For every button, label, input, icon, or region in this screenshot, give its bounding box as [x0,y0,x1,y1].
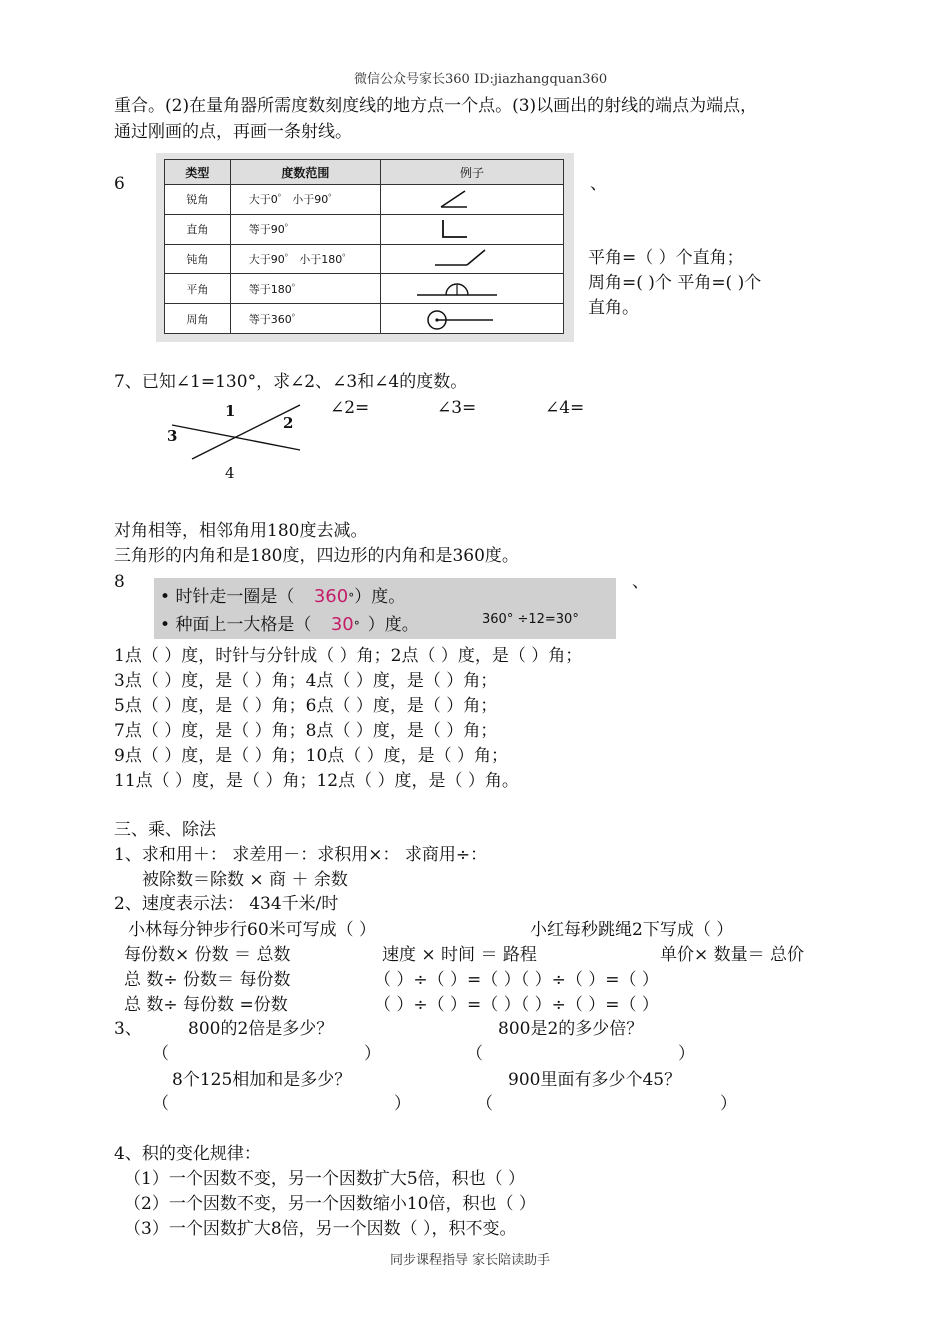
right-angle-example [381,214,564,244]
row-type: 钝角 [165,244,231,274]
q8-number: 8 [114,572,125,592]
row-range: 等于180゜ [230,274,380,304]
table-row [165,185,564,215]
q3-open-3: （ [152,1094,169,1114]
q7-answer-angle2: ∠2= [330,398,370,418]
degree-mark: ° [348,591,355,605]
q7-answer-angle3: ∠3= [437,398,477,418]
clock-question-line-6: 11点（ ）度，是（ ）角；12点（ ）度，是（ ）角。 [114,771,519,791]
clock-degree-box [154,578,616,639]
q4-item-3: （3）一个因数扩大8倍，另一个因数（ ），积不变。 [124,1219,517,1239]
q4-item-1: （1）一个因数不变，另一个因数扩大5倍，积也（ ） [124,1169,526,1189]
angle-label-1: 1 [225,402,236,420]
row-type: 锐角 [165,185,231,215]
angle-label-4: 4 [225,464,235,482]
q6-side-line-2: 周角=( )个 平角=( )个 [588,273,762,293]
clock-question-line-4: 7点（ ）度，是（ ）角；8点（ ）度，是（ ）角； [114,721,498,741]
clock-question-line-3: 5点（ ）度，是（ ）角；6点（ ）度，是（ ）角； [114,696,498,716]
q8-comma: 、 [632,572,649,592]
q3-close-3: ） [394,1094,411,1114]
table-row [165,214,564,244]
q3-close-1: ） [364,1044,381,1064]
q7-answer-angle4: ∠4= [545,398,585,418]
q6-comma: 、 [590,174,607,194]
angle-label-3: 3 [167,427,178,445]
bullet-icon: • [160,615,171,635]
q7-question: 7、已知∠1=130°，求∠2、∠3和∠4的度数。 [114,372,468,392]
clock-calculation: 360° ÷12=30° [482,612,579,627]
q3-open-2: （ [466,1044,483,1064]
table-row [165,304,564,334]
clock-question-line-2: 3点（ ）度，是（ ）角；4点（ ）度，是（ ）角； [114,671,498,691]
clock-line-2 [160,610,419,635]
table-header-example: 例子 [381,160,564,185]
intersecting-lines-diagram [160,395,320,485]
q3-item-1: 800的2倍是多少？ [188,1019,334,1039]
row-range: 等于90゜ [230,214,380,244]
clock-question-line-5: 9点（ ）度，是（ ）角；10点（ ）度，是（ ）角； [114,746,509,766]
q3-open-1: （ [152,1044,169,1064]
table-header-range: 度数范围 [230,160,380,185]
clock-line-1-before: 时针走一圈是（ [175,587,295,607]
q6-number: 6 [114,174,125,194]
rule-line-1: 对角相等，相邻角用180度去减。 [114,521,368,541]
table-row [165,244,564,274]
section3-q2: 2、速度表示法： 434千米/时 [114,894,339,914]
relation-row-1-c: 单价× 数量＝ 总价 [660,945,805,965]
q2-blank-xiaolin: 小林每分钟步行60米可写成（ ） [128,920,377,940]
angle-type-table-image [156,153,574,342]
relation-row-2-a: 总 数÷ 份数＝ 每份数 [124,970,291,990]
table-row [165,274,564,304]
clock-question-line-1: 1点（ ）度，时针与分针成（ ）角；2点（ ）度，是（ ）角； [114,646,583,666]
row-range: 大于90゜ 小于180゜ [230,244,380,274]
row-type: 周角 [165,304,231,334]
rule-line-2: 三角形的内角和是180度，四边形的内角和是360度。 [114,546,519,566]
table-header-type: 类型 [165,160,231,185]
degree-mark: ° [353,619,360,633]
q3-open-4: （ [476,1094,493,1114]
row-type: 平角 [165,274,231,304]
answer-value-30: 30 [330,614,354,635]
angle-label-2: 2 [283,414,294,432]
section3-q3-number: 3、 [114,1019,142,1039]
page-footer: 同步课程指导 家长陪读助手 [390,1253,551,1268]
acute-angle-example [381,185,564,215]
section3-q1-formula: 被除数＝除数 × 商 ＋ 余数 [142,870,348,890]
intro-line-1: 重合。(2)在量角器所需度数刻度线的地方点一个点。(3)以画出的射线的端点为端点， [114,96,758,116]
answer-value-360: 360 [313,586,349,607]
obtuse-angle-example [381,244,564,274]
row-range: 等于360゜ [230,304,380,334]
relation-row-1-b: 速度 × 时间 ＝ 路程 [382,945,537,965]
relation-row-3-a: 总 数÷ 每份数 =份数 [124,995,288,1015]
row-type: 直角 [165,214,231,244]
q3-item-3: 8个125相加和是多少？ [172,1070,352,1090]
relation-row-3-b: （ ）÷（ ）=（ ）（ ）÷（ ）=（ ） [374,995,659,1015]
q3-item-4: 900里面有多少个45？ [508,1070,682,1090]
clock-line-2-after: ）度。 [367,615,419,635]
bullet-icon: • [160,587,171,607]
clock-line-2-before: 种面上一大格是（ [175,615,312,635]
section3-q4: 4、积的变化规律： [114,1144,261,1164]
row-range: 大于0゜ 小于90゜ [230,185,380,215]
clock-line-1 [160,582,405,607]
q6-side-line-3: 直角。 [588,298,639,318]
q3-item-2: 800是2的多少倍？ [498,1019,644,1039]
section3-title: 三、乘、除法 [114,820,216,840]
q2-blank-xiaohong: 小红每秒跳绳2下写成（ ） [530,920,734,940]
straight-angle-example [381,274,564,304]
clock-line-1-after: ）度。 [354,587,406,607]
relation-row-1-a: 每份数× 份数 ＝ 总数 [124,945,291,965]
intro-line-2: 通过刚画的点，再画一条射线。 [114,122,352,142]
full-angle-example [381,304,564,334]
q4-item-2: （2）一个因数不变，另一个因数缩小10倍，积也（ ） [124,1194,536,1214]
relation-row-2-b: （ ）÷（ ）=（ ）（ ）÷（ ）=（ ） [374,970,659,990]
q3-close-4: ） [720,1094,737,1114]
q3-close-2: ） [678,1044,695,1064]
q6-side-line-1: 平角=（ ）个直角； [588,248,744,268]
page-header: 微信公众号家长360 ID:jiazhangquan360 [354,72,608,87]
section3-q1: 1、求和用＋： 求差用－：求积用×： 求商用÷： [114,845,488,865]
angle-type-table [164,159,564,334]
